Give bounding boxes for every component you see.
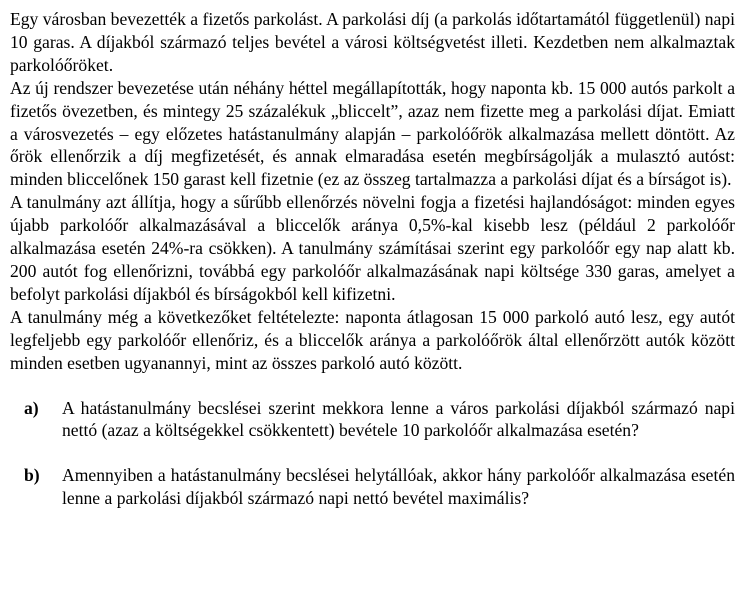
questions-list bbox=[10, 397, 735, 511]
question-text: A hatástanulmány becslései szerint mekkora lenne a város parkolási díjakból származó napi nettó (azaz a költségekkel csökkentett) bevétele 10 parkolóőr alkalmazása esetén? bbox=[62, 397, 735, 441]
question-text: Amennyiben a hatástanulmány becslései helytállóak, akkor hány parkolóőr alkalmazása esetén lenne a parkolási díjakból származó napi nettó bevétel maximális? bbox=[62, 465, 735, 509]
paragraph-findings: Az új rendszer bevezetése után néhány héttel megállapították, hogy naponta kb. 15 000 autós parkolt a fizetős övezetben, és mintegy 25 százalékuk „bliccelt”, azaz nem fizette meg a parkolási díjat. Emiatt a városvezetés – egy előzetes hatástanulmány alapján – parkolóőrök alkalmazása mellett döntött. Az őrök ellenőrzik a díj megfizetését, és annak elmaradása esetén megbírságolják a mulasztó autóst: minden bliccelőnek 150 garast kell fizetnie (ez az összeg tartalmazza a parkolási díjat és a bírságot is). bbox=[10, 77, 735, 190]
question-label: a) bbox=[24, 397, 39, 418]
question-label: b) bbox=[24, 465, 40, 486]
question-a bbox=[10, 397, 735, 443]
problem-statement bbox=[10, 8, 735, 375]
paragraph-assumptions: A tanulmány még a következőket feltételezte: naponta átlagosan 15 000 parkoló autó lesz, egy autót legfeljebb egy parkolóőr ellenőriz, és a bliccelők aránya a parkolóőrök által ellenőrzött autók között minden esetben ugyanannyi, mint az összes parkoló autó között. bbox=[10, 306, 735, 373]
paragraph-study-claims: A tanulmány azt állítja, hogy a sűrűbb ellenőrzés növelni fogja a fizetési hajlandóságot: minden egyes újabb parkolóőr alkalmazásával a bliccelők aránya 0,5%-kal kisebb lesz (például 2 parkolóőr alkalmazása esetén 24%-ra csökken). A tanulmány számításai szerint egy parkolóőr egy nap alatt kb. 200 autót fog ellenőrizni, továbbá egy parkolóőr alkalmazásának napi költsége 330 garas, amelyet a befolyt parkolási díjakból és bírságokból kell kifizetni. bbox=[10, 192, 735, 304]
question-b bbox=[10, 464, 735, 510]
paragraph-intro: Egy városban bevezették a fizetős parkolást. A parkolási díj (a parkolás időtartamától függetlenül) napi 10 garas. A díjakból származó teljes bevétel a városi költségvetést illeti. Kezdetben nem alkalmaztak parkolóőröket. bbox=[10, 9, 736, 75]
